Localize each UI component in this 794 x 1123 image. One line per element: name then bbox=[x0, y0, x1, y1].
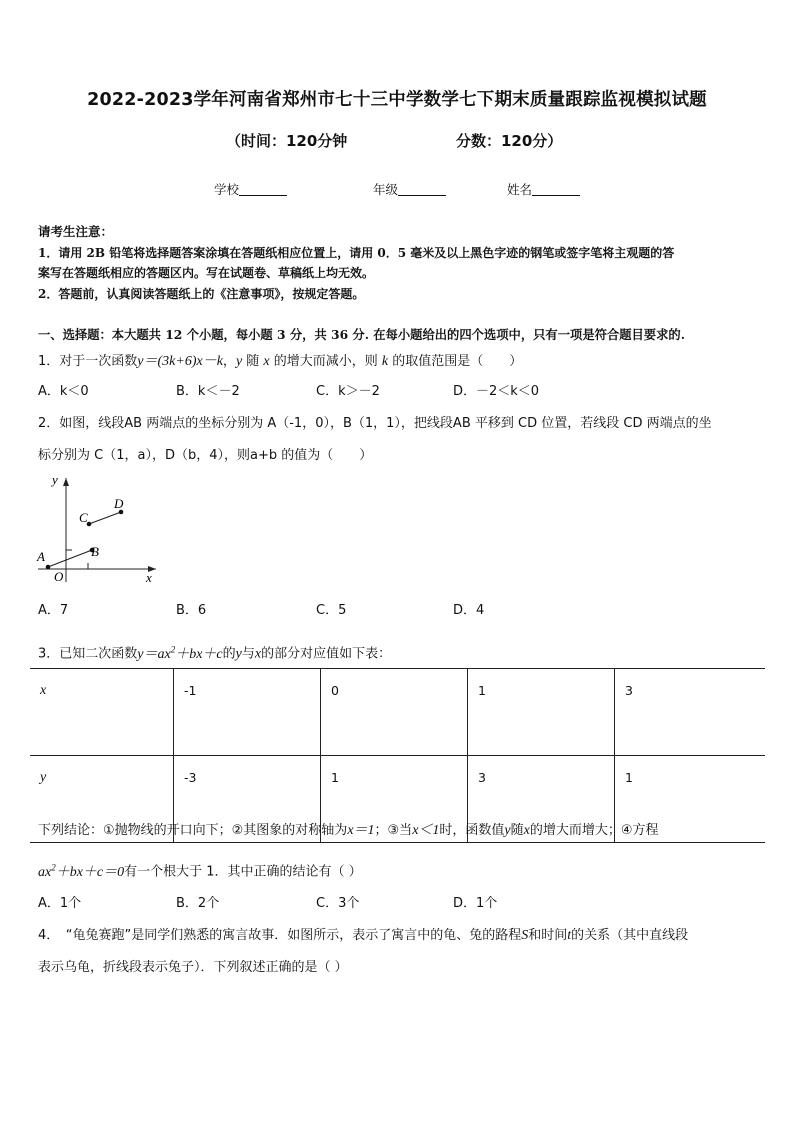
q1-function: y＝(3k+6)x－k bbox=[137, 354, 223, 369]
q3-value-table bbox=[30, 668, 765, 843]
exam-time: （时间：120分钟 bbox=[226, 132, 348, 150]
table-row bbox=[30, 669, 765, 756]
table-cell: x bbox=[30, 669, 174, 756]
table-cell: -1 bbox=[174, 669, 321, 756]
table-cell: 1 bbox=[468, 669, 615, 756]
section-heading: 一、选择题：本大题共 12 个小题，每小题 3 分，共 36 分. 在每小题给出的四个选项中，只有一项是符合题目要求的. bbox=[38, 327, 685, 342]
school-field: 学校 bbox=[214, 180, 287, 198]
question-1: 1．对于一次函数y＝(3k+6)x－k，y 随 x 的增大而减小，则 k 的取值范围是（ ） bbox=[38, 354, 523, 369]
q3-function: $y=ax^2+bx+c$ bbox=[137, 644, 223, 662]
notice-item-1-line-1: 1．请用 2B 铅笔将选择题答案涂填在答题纸相应位置上，请用 0．5 毫米及以上黑色字迹的钢笔或签字笔将主观题的答 bbox=[38, 246, 675, 260]
notice-item-1-line-2: 案写在答题纸相应的答题区内。写在试题卷、草稿纸上均无效。 bbox=[38, 266, 375, 280]
q2-option-c: C．5 bbox=[316, 603, 347, 618]
q1-option-d: D．－2＜k＜0 bbox=[453, 384, 540, 399]
q3-option-a: A．1个 bbox=[38, 896, 82, 911]
q2-coordinate-figure bbox=[34, 470, 164, 585]
y-axis-arrow bbox=[63, 478, 69, 486]
exam-score: 分数：120分） bbox=[456, 132, 563, 150]
q2-option-a: A．7 bbox=[38, 603, 69, 618]
question-2-line-1: 2．如图，线段AB 两端点的坐标分别为 A（-1，0），B（1，1），把线段AB 平移到 CD 位置，若线段 CD 两端点的坐 bbox=[38, 416, 712, 431]
label-x: x bbox=[146, 570, 152, 585]
q2-option-d: D．4 bbox=[453, 603, 485, 618]
point-a bbox=[46, 565, 51, 570]
q2-option-b: B．6 bbox=[176, 603, 207, 618]
label-b: B bbox=[91, 544, 99, 559]
notice-item-2: 2．答题前，认真阅读答题纸上的《注意事项》，按规定答题。 bbox=[38, 287, 365, 301]
name-field: 姓名 bbox=[507, 180, 580, 198]
question-3: 3．已知二次函数$y=ax^2+bx+c$的y与x的部分对应值如下表： bbox=[38, 644, 392, 662]
table-cell: 3 bbox=[468, 756, 615, 843]
segment-ab bbox=[48, 550, 92, 567]
exam-title: 2022-2023学年河南省郑州市七十三中学数学七下期末质量跟踪监视模拟试题 bbox=[87, 90, 707, 110]
table-cell: 1 bbox=[615, 756, 766, 843]
label-a: A bbox=[37, 549, 45, 564]
question-4-line-2: 表示乌龟，折线段表示兔子）．下列叙述正确的是（ ） bbox=[38, 960, 348, 975]
label-o: O bbox=[54, 569, 64, 584]
label-c: C bbox=[79, 510, 88, 525]
question-2-line-2: 标分别为 C（1，a），D（b，4），则a+b 的值为（ ） bbox=[38, 448, 373, 463]
q3-conclusions-line-2: $ax^2+bx+c=0$有一个根大于 1．其中正确的结论有（ ） bbox=[38, 862, 362, 880]
label-y: y bbox=[52, 472, 58, 487]
q3-conclusions-line-1: 下列结论：①抛物线的开口向下；②其图象的对称轴为x＝1；③当x＜1时，函数值y随x的增大而增大；④方程 bbox=[38, 823, 659, 838]
q1-option-a: A．k＜0 bbox=[38, 384, 89, 399]
q1-option-b: B．k＜－2 bbox=[176, 384, 240, 399]
q3-option-c: C．3个 bbox=[316, 896, 360, 911]
segment-cd bbox=[89, 512, 121, 524]
table-cell: 0 bbox=[321, 669, 468, 756]
q1-option-c: C．k＞－2 bbox=[316, 384, 380, 399]
q3-option-b: B．2个 bbox=[176, 896, 220, 911]
grade-field: 年级 bbox=[373, 180, 446, 198]
table-cell: -3 bbox=[174, 756, 321, 843]
notice-heading: 请考生注意： bbox=[38, 224, 114, 239]
table-cell: y bbox=[30, 756, 174, 843]
label-d: D bbox=[114, 496, 124, 511]
table-cell: 3 bbox=[615, 669, 766, 756]
q3-option-d: D．1个 bbox=[453, 896, 498, 911]
table-cell: 1 bbox=[321, 756, 468, 843]
question-4-line-1: 4． “龟兔赛跑”是同学们熟悉的寓言故事．如图所示，表示了寓言中的龟、兔的路程S和时间t的关系（其中直线段 bbox=[38, 928, 689, 943]
